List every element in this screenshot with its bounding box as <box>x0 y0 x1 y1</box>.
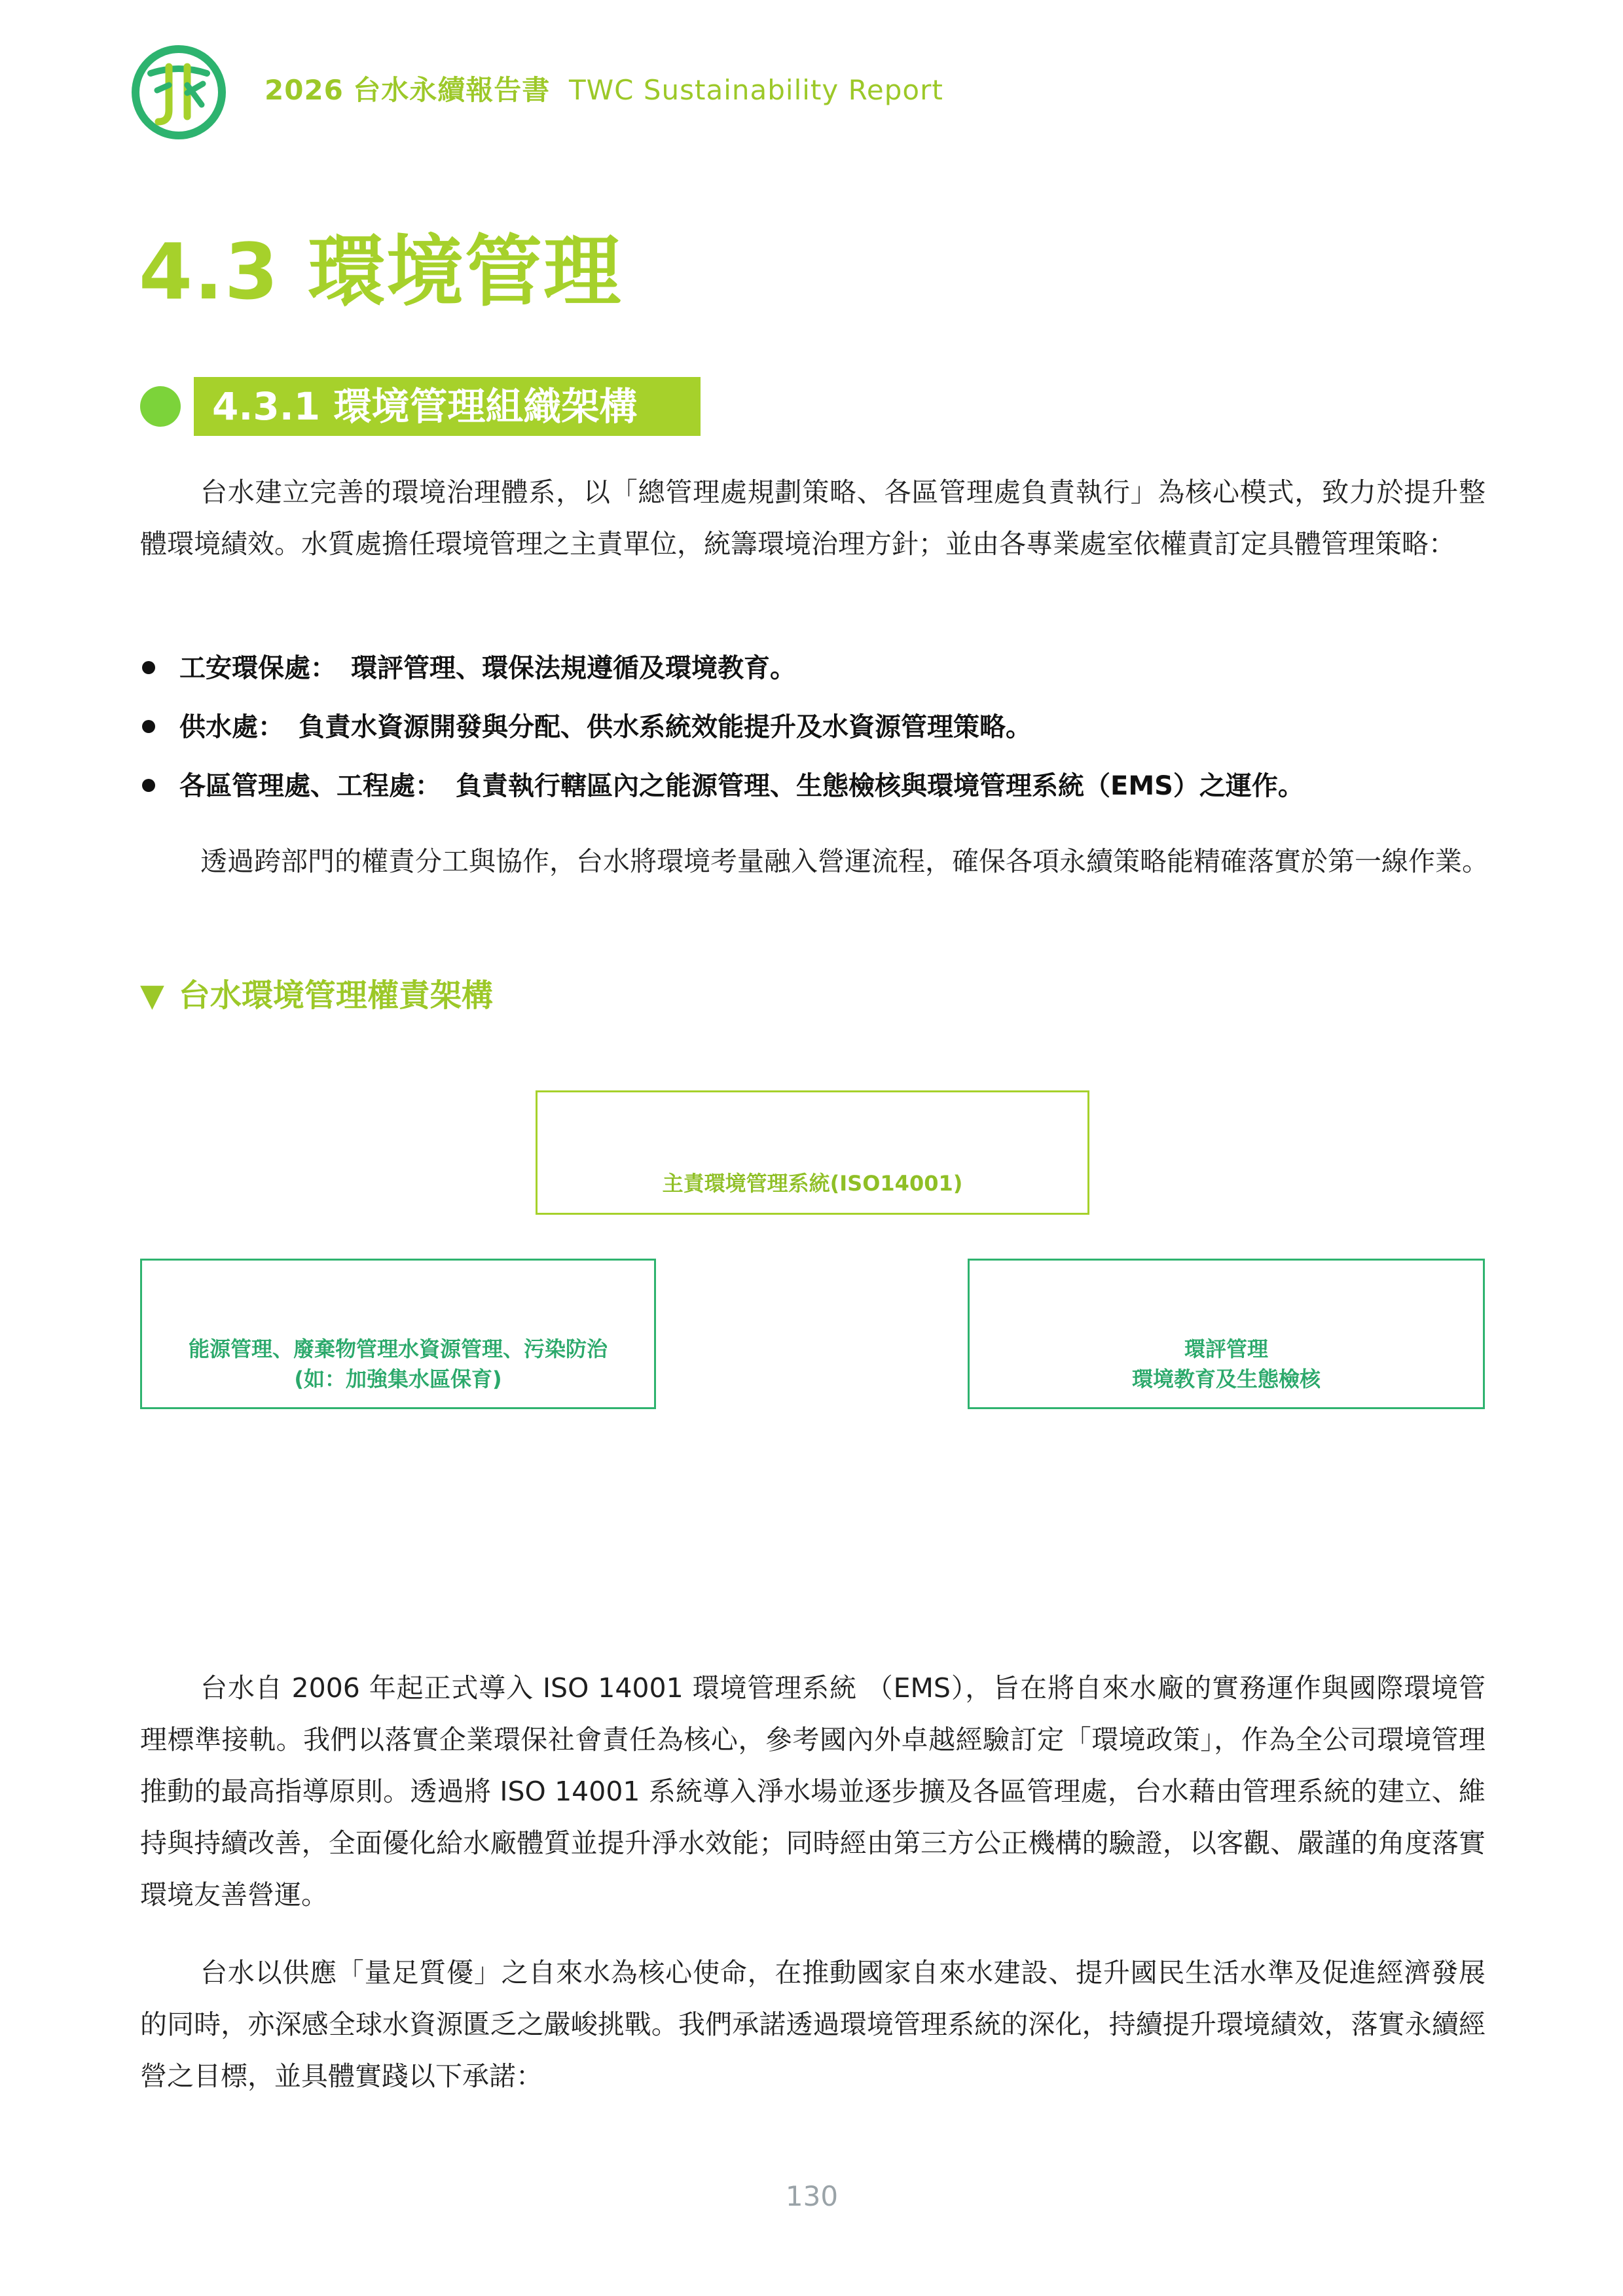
report-name-zh: 台水永續報告書 <box>353 74 551 106</box>
report-year: 2026 <box>264 74 344 106</box>
org-box-text-line1: 能源管理、廢棄物管理水資源管理、污染防治 <box>188 1336 608 1361</box>
bullet-text: 負責水資源開發與分配、供水系統效能提升及水資源管理策略。 <box>299 712 1032 742</box>
responsibility-list <box>140 645 1486 821</box>
org-chart-title-text: 台水環境管理權責架構 <box>178 977 493 1014</box>
org-box-text-line2: (如：加強集水區保育) <box>294 1367 502 1391</box>
org-box-text: 主責環境管理系統(ISO14001) <box>662 1171 963 1196</box>
bullet-label: 工安環保處： <box>179 653 337 683</box>
commitment-paragraph: 台水以供應「量足質優」之自來水為核心使命，在推動國家自來水建設、提升國民生活水準及促進經濟發展的同時，亦深感全球水資源匱乏之嚴峻挑戰。我們承諾透過環境管理系統的深化，持續提升環境績效，落實永續經營之目標，並具體實踐以下承諾： <box>140 1957 1486 2092</box>
org-chart-title <box>140 974 493 1017</box>
bullet-label: 各區管理處、工程處： <box>179 771 441 801</box>
intro-paragraph: 台水建立完善的環境治理體系，以「總管理處規劃策略、各區管理處負責執行」為核心模式，致力於提升整體環境績效。水質處擔任環境管理之主責單位，統籌環境治理方針；並由各專業處室依權責訂定具體管理策略： <box>140 476 1486 560</box>
report-name-en: TWC Sustainability Report <box>568 74 943 106</box>
list-item <box>140 645 1486 704</box>
report-header-title <box>264 71 943 110</box>
org-box-ems-owner <box>536 1090 1089 1215</box>
org-box-text-line2: 環境教育及生態檢核 <box>1131 1367 1321 1391</box>
triangle-down-icon: ▼ <box>140 977 164 1014</box>
list-item <box>140 762 1486 821</box>
chapter-title: 4.3 環境管理 <box>139 226 623 317</box>
org-box-eia-education <box>968 1259 1485 1409</box>
summary-paragraph: 透過跨部門的權責分工與協作，台水將環境考量融入營運流程，確保各項永續策略能精確落實於第一線作業。 <box>200 846 1489 877</box>
section-title: 4.3.1 環境管理組織架構 <box>212 384 638 429</box>
org-box-energy-waste <box>140 1259 656 1409</box>
org-box-text-line1: 環評管理 <box>1184 1336 1268 1361</box>
page-number: 130 <box>785 2180 839 2212</box>
bullet-label: 供水處： <box>179 712 284 742</box>
twc-logo-icon <box>131 45 227 140</box>
bullet-text: 負責執行轄區內之能源管理、生態檢核與環境管理系統（EMS）之運作。 <box>456 771 1304 801</box>
iso-paragraph: 台水自 2006 年起正式導入 ISO 14001 環境管理系統 （EMS），旨在將自來水廠的實務運作與國際環境管理標準接軌。我們以落實企業環保社會責任為核心，參考國內外卓越經驗訂定「環境政策」，作為全公司環境管理推動的最高指導原則。透過將 ISO 14001 系統導入淨水場並逐步擴及各區管理處，台水藉由管理系統的建立、維持與持續改善，全面優化給水廠體質並提升淨水效能；同時經由第三方公正機構的驗證，以客觀、嚴謹的角度落實環境友善營運。 <box>140 1672 1486 1910</box>
section-bullet-dot <box>140 386 181 427</box>
list-item <box>140 704 1486 762</box>
bullet-text: 環評管理、環保法規遵循及環境教育。 <box>351 653 796 683</box>
